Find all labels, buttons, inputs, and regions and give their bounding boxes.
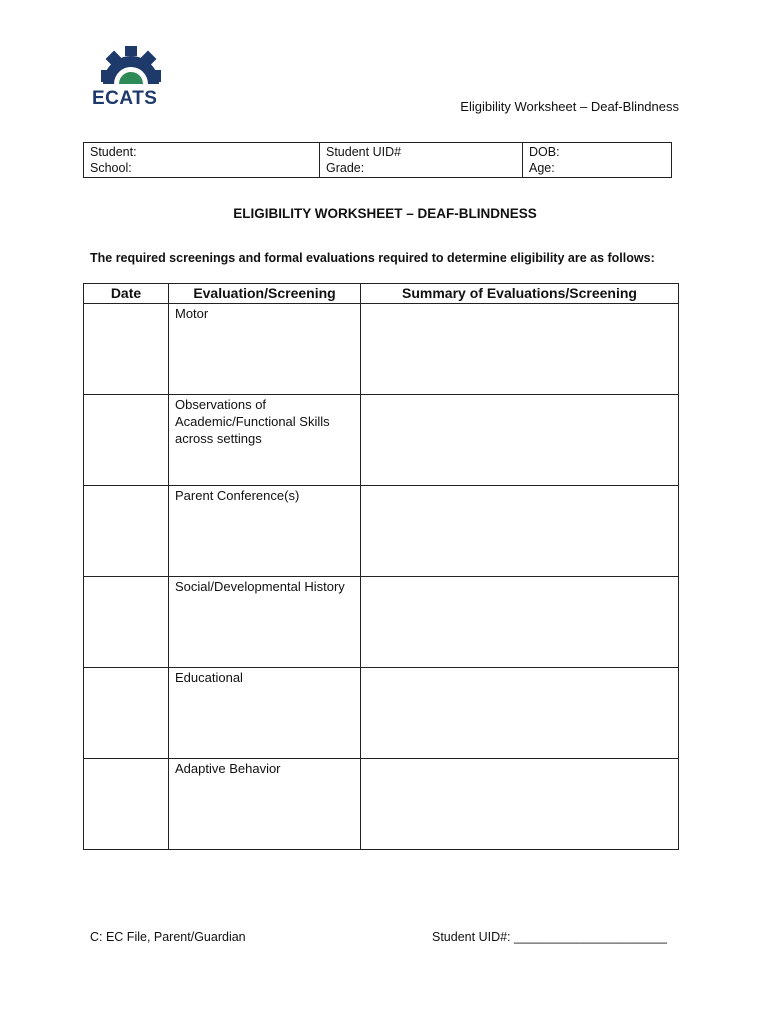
evaluation-cell: Adaptive Behavior [169, 759, 361, 850]
table-row [84, 759, 679, 850]
document-title: ELIGIBILITY WORKSHEET – DEAF-BLINDNESS [233, 206, 537, 221]
student-info-table [83, 142, 672, 178]
date-cell[interactable] [84, 486, 169, 577]
footer-copies: C: EC File, Parent/Guardian [90, 930, 246, 944]
school-label: School: [90, 161, 132, 175]
date-cell[interactable] [84, 304, 169, 395]
intro-text: The required screenings and formal evaluations required to determine eligibility are as follows: [90, 251, 655, 265]
summary-cell[interactable] [361, 486, 679, 577]
age-label: Age: [529, 161, 555, 175]
table-row [84, 395, 679, 486]
date-column-header: Date [84, 284, 169, 304]
table-row [84, 304, 679, 395]
evaluation-cell: Observations of Academic/Functional Skills across settings [169, 395, 361, 486]
student-school-cell [84, 143, 320, 178]
uid-grade-cell [320, 143, 523, 178]
dob-age-cell [523, 143, 672, 178]
evaluation-column-header: Evaluation/Screening [169, 284, 361, 304]
student-label: Student: [90, 145, 137, 159]
summary-cell[interactable] [361, 668, 679, 759]
evaluation-cell: Social/Developmental History [169, 577, 361, 668]
date-cell[interactable] [84, 668, 169, 759]
date-cell[interactable] [84, 577, 169, 668]
dob-label: DOB: [529, 145, 560, 159]
footer-student-uid: Student UID#: ______________________ [432, 930, 667, 944]
page-header-title: Eligibility Worksheet – Deaf-Blindness [460, 99, 679, 114]
student-uid-label: Student UID# [326, 145, 402, 159]
evaluation-cell: Educational [169, 668, 361, 759]
date-cell[interactable] [84, 759, 169, 850]
summary-column-header: Summary of Evaluations/Screening [361, 284, 679, 304]
grade-label: Grade: [326, 161, 365, 175]
table-row [84, 668, 679, 759]
summary-cell[interactable] [361, 304, 679, 395]
table-row [84, 486, 679, 577]
summary-cell[interactable] [361, 577, 679, 668]
logo-wordmark: ECATS [92, 88, 158, 109]
date-cell[interactable] [84, 395, 169, 486]
table-row [84, 577, 679, 668]
evaluation-cell: Parent Conference(s) [169, 486, 361, 577]
summary-cell[interactable] [361, 759, 679, 850]
evaluation-cell: Motor [169, 304, 361, 395]
summary-cell[interactable] [361, 395, 679, 486]
evaluations-table [83, 283, 679, 850]
